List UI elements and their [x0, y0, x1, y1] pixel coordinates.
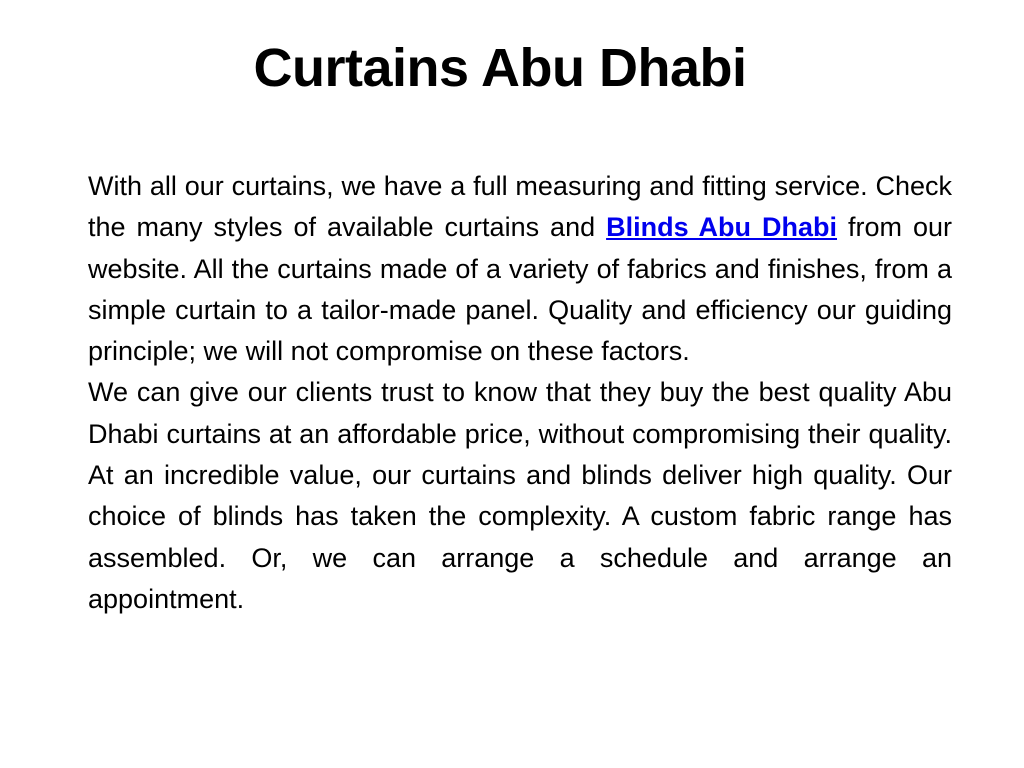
paragraph-1: [88, 166, 952, 372]
paragraph-1-text-before-link: With all our curtains, we have a full measuring and fitting service. Check the many styles of available curtains and: [88, 171, 952, 243]
slide-body: [88, 166, 952, 620]
blinds-abu-dhabi-link[interactable]: Blinds Abu Dhabi: [606, 212, 838, 243]
paragraph-1-text-after-link: from our website. All the curtains made of a variety of fabrics and finishes, from a simple curtain to a tailor-made panel. Quality and efficiency our guiding principle; we will not compromise on these factors.: [88, 212, 952, 367]
paragraph-2: We can give our clients trust to know that they buy the best quality Abu Dhabi curtains at an affordable price, without compromising their quality. At an incredible value, our curtains and blinds deliver high quality. Our choice of blinds has taken the complexity. A custom fabric range has assembled. Or, we can arrange a schedule and arrange an appointment.: [88, 377, 952, 614]
slide-title: Curtains Abu Dhabi: [253, 38, 747, 98]
